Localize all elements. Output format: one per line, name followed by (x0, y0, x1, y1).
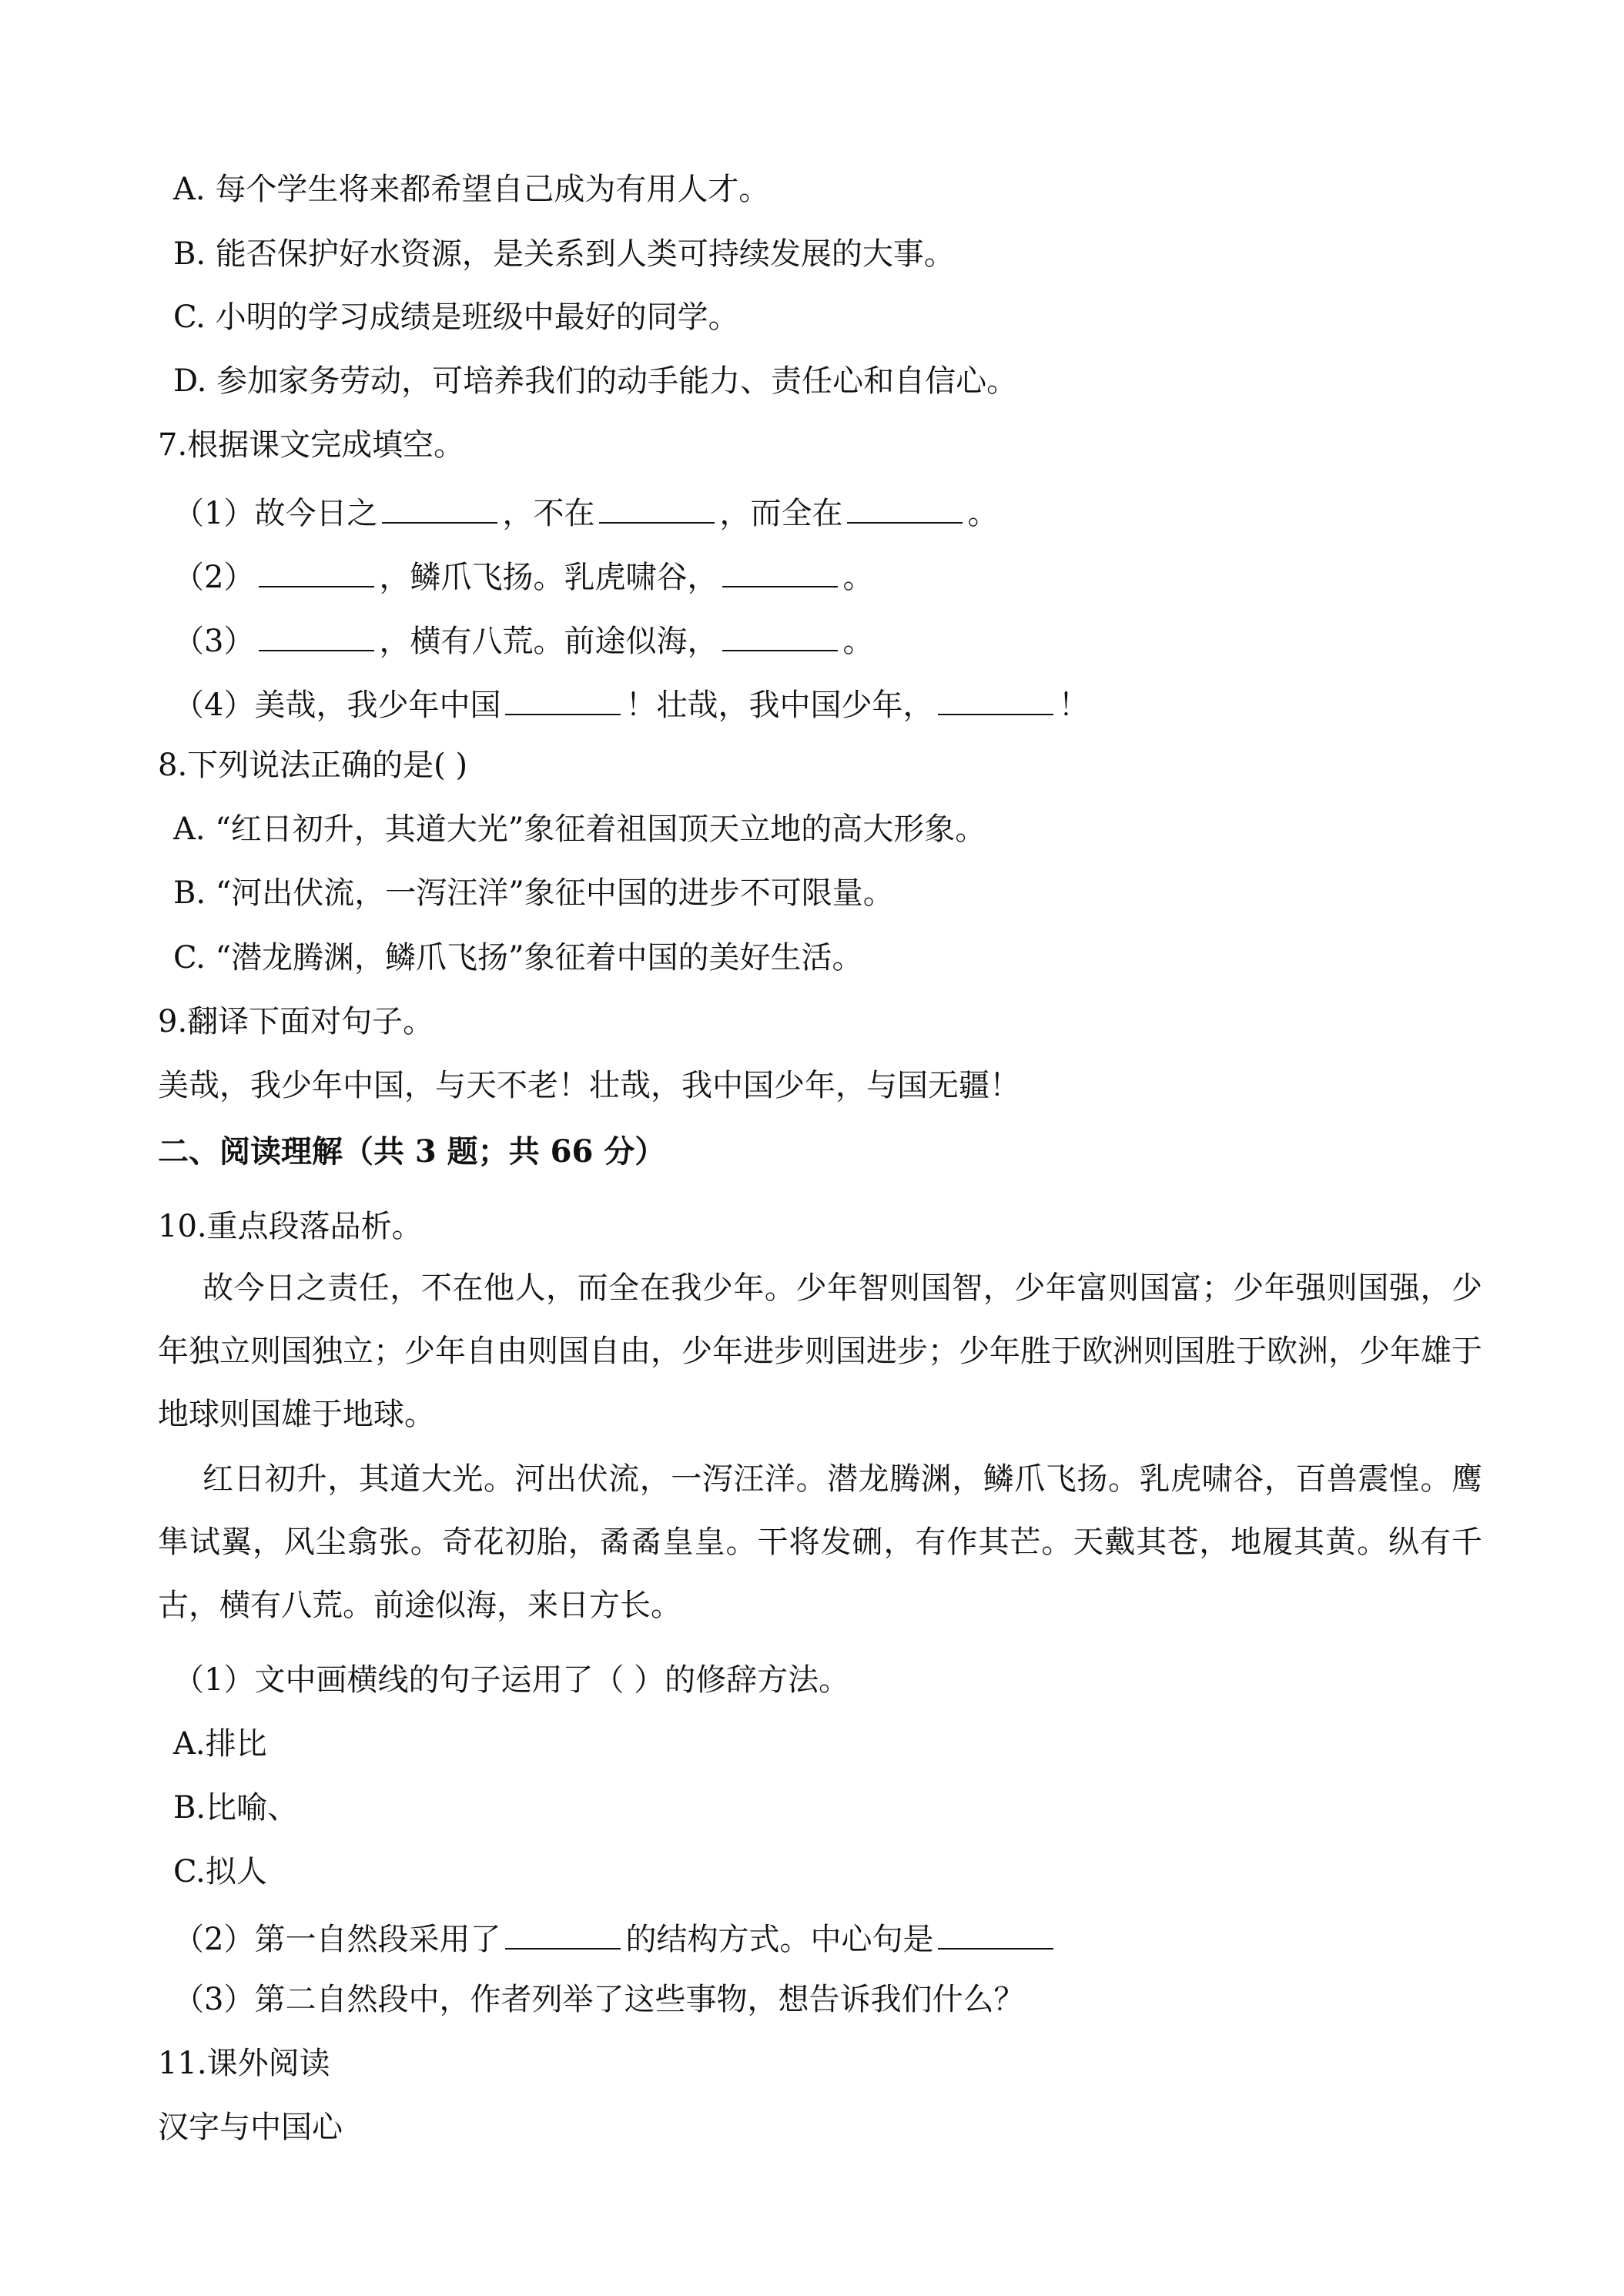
passage-paragraph-2: 红日初升，其道大光。河出伏流，一泻汪洋。潜龙腾渊，鳞爪飞扬。乳虎啸谷，百兽震惶。鹰隼试翼，风尘翕张。奇花初胎，矞矞皇皇。干将发硎，有作其芒。天戴其苍，地履其黄。纵有千古，横有八荒。前途似海，来日方长。 (158, 1461, 1482, 1623)
item-text: ，不在 (502, 496, 595, 531)
item-text: ！ (1058, 688, 1090, 723)
q6-option-d: D. 参加家务劳动，可培养我们的动手能力、责任心和自信心。 (173, 363, 1018, 399)
item-text: ！壮哉，我中国少年， (625, 688, 934, 723)
q8-option-b: B. “河出伏流，一泻汪洋”象征中国的进步不可限量。 (173, 875, 894, 911)
item-number: （4） (173, 688, 255, 723)
section-heading: 二、阅读理解（共 3 题；共 66 分） (158, 1133, 666, 1170)
q10-sub2 (173, 1917, 1058, 1958)
q6-option-a: A. 每个学生将来都希望自己成为有用人才。 (173, 172, 770, 207)
fill-blank[interactable] (599, 491, 715, 524)
fill-blank[interactable] (938, 683, 1053, 715)
item-text: 。 (967, 496, 999, 531)
fill-blank[interactable] (722, 619, 838, 651)
q10-sub1: （1）文中画横线的句子运用了（ ）的修辞方法。 (173, 1662, 850, 1698)
q8-option-c: C. “潜龙腾渊，鳞爪飞扬”象征着中国的美好生活。 (173, 940, 863, 976)
item-number: （3） (173, 624, 255, 659)
passage-paragraph-1: 故今日之责任，不在他人，而全在我少年。少年智则国智，少年富则国富；少年强则国强，少年独立则国独立；少年自由则国自由，少年进步则国进步；少年胜于欧洲则国胜于欧洲，少年雄于地球则国雄于地球。 (158, 1270, 1482, 1432)
q10-sub1-option-b: B.比喻、 (173, 1790, 299, 1826)
item-text: 故今日之 (254, 496, 378, 531)
fill-blank[interactable] (847, 491, 963, 524)
item-number: （2） (173, 560, 255, 595)
fill-blank[interactable] (938, 1917, 1053, 1950)
item-number: （1） (173, 496, 255, 531)
q9-sentence: 美哉，我少年中国，与天不老！壮哉，我中国少年，与国无疆！ (158, 1068, 1020, 1103)
item-number: （2） (173, 1922, 255, 1957)
q10-sub1-option-a: A.排比 (173, 1726, 267, 1762)
item-text: ，而全在 (719, 496, 843, 531)
q7-item-4 (173, 683, 1089, 724)
q11-stem: 11.课外阅读 (158, 2046, 330, 2081)
q6-option-b: B. 能否保护好水资源，是关系到人类可持续发展的大事。 (173, 236, 955, 272)
fill-blank[interactable] (382, 491, 497, 524)
q10-sub3: （3）第二自然段中，作者列举了这些事物，想告诉我们什么？ (173, 1982, 1025, 2017)
item-text: 第一自然段采用了 (254, 1922, 501, 1957)
q7-stem: 7.根据课文完成填空。 (158, 427, 465, 463)
q10-sub1-option-c: C.拟人 (173, 1854, 267, 1889)
fill-blank[interactable] (259, 555, 374, 587)
item-text: 。 (842, 624, 874, 659)
fill-blank[interactable] (722, 555, 838, 587)
q11-article-title: 汉字与中国心 (158, 2110, 343, 2145)
fill-blank[interactable] (505, 1917, 621, 1950)
q8-stem: 8.下列说法正确的是( ) (158, 748, 468, 783)
q10-stem: 10.重点段落品析。 (158, 1209, 423, 1244)
q8-option-a: A. “红日初升，其道大光”象征着祖国顶天立地的高大形象。 (173, 812, 986, 847)
q6-option-c: C. 小明的学习成绩是班级中最好的同学。 (173, 300, 739, 335)
fill-blank[interactable] (505, 683, 621, 715)
item-text: 的结构方式。中心句是 (625, 1922, 934, 1957)
item-text: ，鳞爪飞扬。乳虎啸谷， (379, 560, 718, 595)
q7-item-3 (173, 619, 873, 660)
q7-item-1 (173, 491, 998, 532)
item-text: 。 (842, 560, 874, 595)
item-text: ，横有八荒。前途似海， (379, 624, 718, 659)
fill-blank[interactable] (259, 619, 374, 651)
item-text: 美哉，我少年中国 (254, 688, 501, 723)
q9-stem: 9.翻译下面对句子。 (158, 1004, 434, 1039)
q7-item-2 (173, 555, 873, 596)
